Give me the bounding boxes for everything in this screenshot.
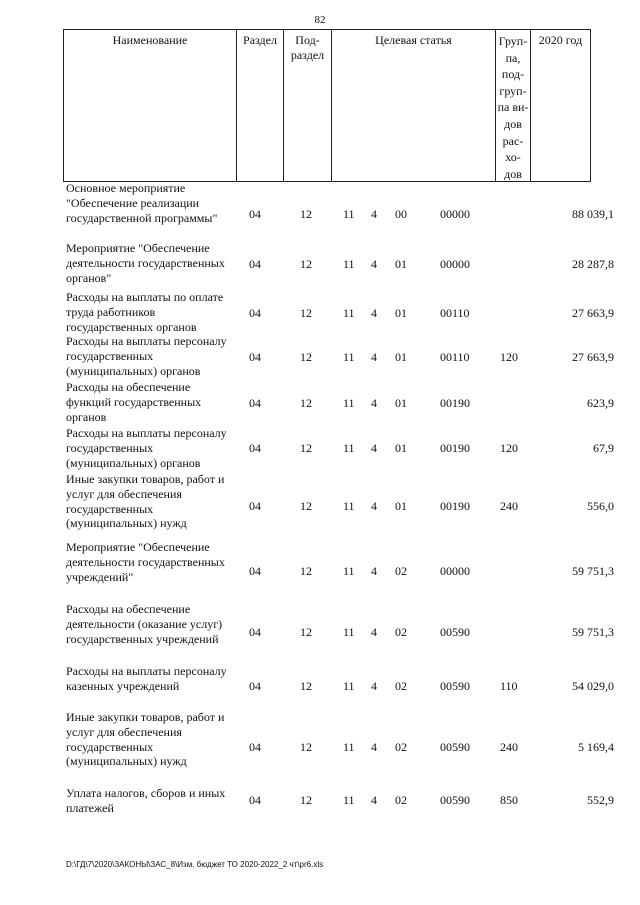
razdel-cell: 04: [249, 306, 261, 320]
target-code-4: 00190: [440, 396, 470, 410]
target-code-4: 00110: [440, 350, 470, 364]
target-code-2: 4: [371, 350, 377, 364]
podrazdel-cell: 12: [300, 306, 312, 320]
target-code-1: 11: [343, 306, 355, 320]
header-year: 2020 год: [530, 30, 591, 181]
header-name: Наименование: [63, 30, 236, 181]
target-code-2: 4: [371, 441, 377, 455]
target-code-2: 4: [371, 396, 377, 410]
target-code-3: 01: [395, 350, 407, 364]
row-name: Иные закупки товаров, работ и услуг для обеспечения государственных (муниципальных) нужд: [66, 472, 225, 531]
target-code-3: 02: [395, 625, 407, 639]
podrazdel-cell: 12: [300, 625, 312, 639]
row-name: Расходы на выплаты персоналу казенных учреждений: [66, 664, 227, 693]
table-row: [0, 380, 640, 424]
target-code-1: 11: [343, 793, 355, 807]
table-header: [63, 29, 591, 182]
podrazdel-cell: 12: [300, 679, 312, 693]
table-row: [0, 334, 640, 378]
group-cell: 850: [500, 793, 518, 807]
header-group: [495, 30, 530, 181]
podrazdel-cell: 12: [300, 499, 312, 513]
table-row: [0, 426, 640, 470]
amount-cell: 28 287,8: [572, 257, 614, 271]
row-name: Уплата налогов, сборов и иных платежей: [66, 786, 226, 815]
razdel-cell: 04: [249, 499, 261, 513]
amount-cell: 27 663,9: [572, 306, 614, 320]
amount-cell: 27 663,9: [572, 350, 614, 364]
podrazdel-cell: 12: [300, 207, 312, 221]
target-code-1: 11: [343, 257, 355, 271]
target-code-1: 11: [343, 679, 355, 693]
target-code-1: 11: [343, 396, 355, 410]
target-code-4: 00590: [440, 625, 470, 639]
target-code-2: 4: [371, 740, 377, 754]
row-name: Мероприятие "Обеспечение деятельности государственных учреждений": [66, 540, 225, 584]
target-code-2: 4: [371, 625, 377, 639]
header-group-line: дов: [504, 166, 522, 181]
razdel-cell: 04: [249, 564, 261, 578]
header-target: Целевая статья: [331, 30, 495, 181]
target-code-4: 00190: [440, 441, 470, 455]
header-group-line: па,: [505, 50, 521, 65]
target-code-1: 11: [343, 740, 355, 754]
row-name: Расходы на выплаты персоналу государственных (муниципальных) органов: [66, 426, 227, 470]
row-name: Иные закупки товаров, работ и услуг для обеспечения государственных (муниципальных) нужд: [66, 710, 225, 769]
target-code-2: 4: [371, 306, 377, 320]
row-name: Расходы на обеспечение деятельности (оказание услуг) государственных учреждений: [66, 602, 223, 646]
podrazdel-cell: 12: [300, 441, 312, 455]
target-code-3: 02: [395, 793, 407, 807]
header-group-line: груп-: [499, 83, 527, 98]
target-code-1: 11: [343, 441, 355, 455]
amount-cell: 54 029,0: [572, 679, 614, 693]
target-code-3: 02: [395, 679, 407, 693]
table-row: [0, 602, 640, 646]
header-podrazdel: [283, 30, 331, 181]
row-name: Основное мероприятие "Обеспечение реализации государственной программы": [66, 181, 218, 225]
razdel-cell: 04: [249, 625, 261, 639]
group-cell: 120: [500, 441, 518, 455]
target-code-4: 00110: [440, 306, 470, 320]
amount-cell: 88 039,1: [572, 207, 614, 221]
target-code-3: 01: [395, 257, 407, 271]
table-row: [0, 786, 640, 816]
header-group-line: под-: [501, 67, 525, 82]
target-code-4: 00590: [440, 679, 470, 693]
row-name: Расходы на выплаты персоналу государственных (муниципальных) органов: [66, 334, 227, 378]
target-code-2: 4: [371, 564, 377, 578]
target-code-1: 11: [343, 499, 355, 513]
amount-cell: 67,9: [593, 441, 614, 455]
header-group-line: па ви-: [497, 100, 529, 115]
group-cell: 240: [500, 740, 518, 754]
header-group-line: дов: [504, 116, 522, 131]
target-code-2: 4: [371, 207, 377, 221]
razdel-cell: 04: [249, 441, 261, 455]
group-cell: 110: [500, 679, 518, 693]
file-path-footer: D:\ГД\7\2020\ЗАКОНЫ\ЗАС_8\Изм. бюджет ТО 2020-2022_2 чт\pr6.xls: [66, 860, 324, 869]
razdel-cell: 04: [249, 257, 261, 271]
group-cell: 240: [500, 499, 518, 513]
page-number: 82: [314, 14, 326, 26]
table-row: [0, 290, 640, 334]
razdel-cell: 04: [249, 396, 261, 410]
razdel-cell: 04: [249, 740, 261, 754]
table-row: [0, 710, 640, 769]
target-code-2: 4: [371, 257, 377, 271]
target-code-3: 01: [395, 306, 407, 320]
table-row: [0, 664, 640, 694]
header-group-line: Груп-: [498, 34, 528, 48]
target-code-3: 01: [395, 396, 407, 410]
target-code-1: 11: [343, 350, 355, 364]
target-code-4: 00000: [440, 257, 470, 271]
podrazdel-cell: 12: [300, 740, 312, 754]
razdel-cell: 04: [249, 793, 261, 807]
table-row: [0, 472, 640, 531]
podrazdel-cell: 12: [300, 793, 312, 807]
target-code-2: 4: [371, 679, 377, 693]
target-code-2: 4: [371, 499, 377, 513]
target-code-2: 4: [371, 793, 377, 807]
razdel-cell: 04: [249, 679, 261, 693]
target-code-3: 02: [395, 740, 407, 754]
amount-cell: 59 751,3: [572, 564, 614, 578]
razdel-cell: 04: [249, 350, 261, 364]
podrazdel-cell: 12: [300, 396, 312, 410]
amount-cell: 623,9: [587, 396, 614, 410]
row-name: Расходы на выплаты по оплате труда работников государственных органов: [66, 290, 224, 334]
target-code-3: 02: [395, 564, 407, 578]
target-code-4: 00590: [440, 793, 470, 807]
header-group-line: хо-: [505, 150, 521, 165]
target-code-3: 01: [395, 499, 407, 513]
razdel-cell: 04: [249, 207, 261, 221]
target-code-1: 11: [343, 207, 355, 221]
target-code-4: 00000: [440, 207, 470, 221]
target-code-1: 11: [343, 564, 355, 578]
target-code-4: 00590: [440, 740, 470, 754]
group-cell: 120: [500, 350, 518, 364]
table-row: [0, 540, 640, 584]
amount-cell: 5 169,4: [578, 740, 614, 754]
podrazdel-cell: 12: [300, 257, 312, 271]
amount-cell: 556,0: [587, 499, 614, 513]
podrazdel-cell: 12: [300, 564, 312, 578]
target-code-3: 00: [395, 207, 407, 221]
target-code-1: 11: [343, 625, 355, 639]
amount-cell: 552,9: [587, 793, 614, 807]
header-group-line: рас-: [502, 133, 524, 148]
row-name: Расходы на обеспечение функций государственных органов: [66, 380, 202, 424]
table-row: [0, 181, 640, 225]
header-podrazdel-line: Под-: [295, 33, 320, 47]
target-code-3: 01: [395, 441, 407, 455]
target-code-4: 00190: [440, 499, 470, 513]
table-row: [0, 241, 640, 285]
amount-cell: 59 751,3: [572, 625, 614, 639]
header-razdel: Раздел: [236, 30, 283, 181]
target-code-4: 00000: [440, 564, 470, 578]
header-podrazdel-line: раздел: [290, 48, 325, 62]
podrazdel-cell: 12: [300, 350, 312, 364]
row-name: Мероприятие "Обеспечение деятельности государственных органов": [66, 241, 225, 285]
